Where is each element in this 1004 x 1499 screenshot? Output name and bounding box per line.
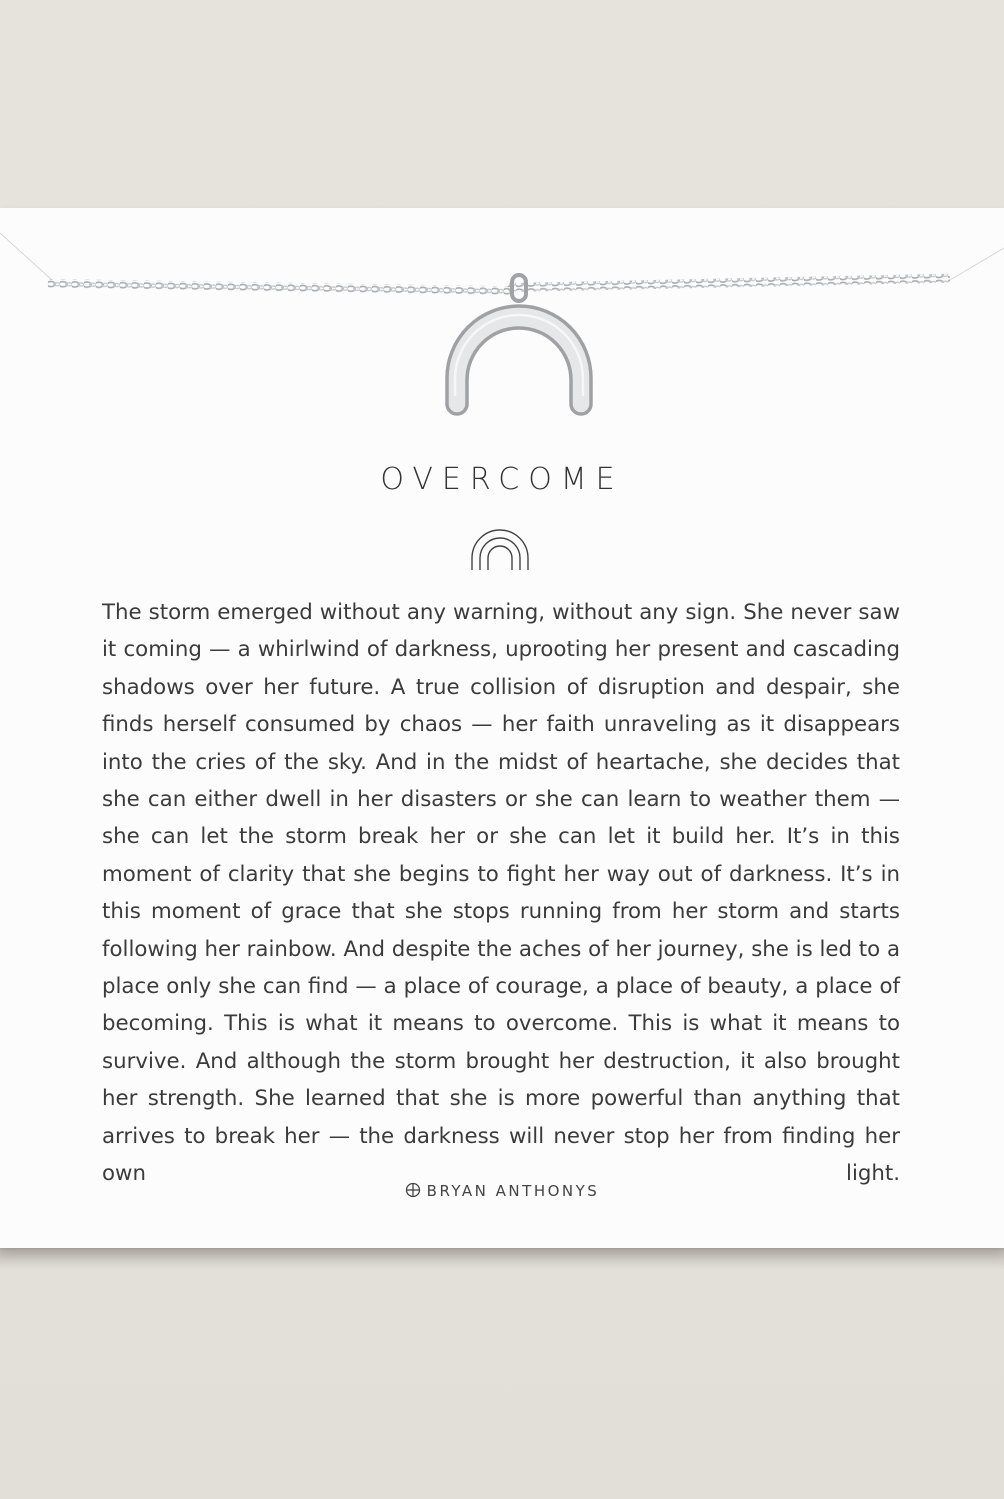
- card-shadow: [0, 1248, 1004, 1270]
- card-string-right: [950, 248, 1004, 280]
- rainbow-pendant-icon: [447, 275, 591, 414]
- brand-logo-icon: [405, 1182, 421, 1198]
- necklace-chain: [48, 274, 950, 296]
- card-title: OVERCOME: [380, 462, 624, 497]
- brand-name: BRYAN ANTHONYS: [426, 1182, 600, 1200]
- necklace-image: [0, 208, 1004, 438]
- rainbow-icon: [468, 528, 532, 572]
- card-string-left: [0, 233, 52, 280]
- brand-line: [0, 1182, 1004, 1200]
- card-paragraph: The storm emerged without any warning, without any sign. She never saw it coming — a whirlwind of darkness, uprooting her present and cascading shadows over her future. A true collision of disruption and despair, she finds herself consumed by chaos — her faith unraveling as it disappears into the cries of the sky. And in the midst of heartache, she decides that she can either dwell in her disasters or she can learn to weather them — she can let the storm break her or she can let it build her. It’s in this moment of clarity that she begins to fight her way out of darkness. It’s in this moment of grace that she stops running from her storm and starts following her rainbow. And despite the aches of her journey, she is led to a place only she can find — a place of courage, a place of beauty, a place of becoming. This is what it means to overcome. This is what it means to survive. And although the storm brought her destruction, it also brought her strength. She learned that she is more powerful than anything that arrives to break her — the darkness will never stop her from finding her own light.: [102, 600, 900, 1187]
